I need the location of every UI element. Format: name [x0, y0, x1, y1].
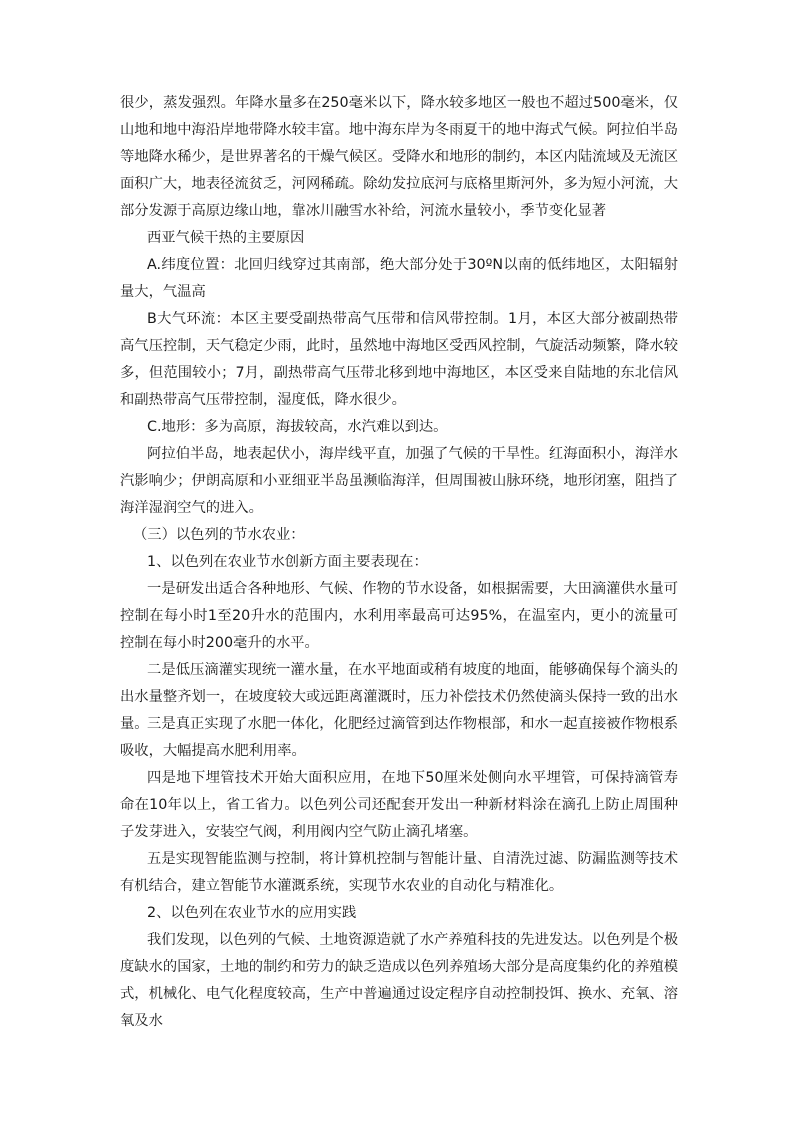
heading-israel-water-saving: （三）以色列的节水农业： — [133, 527, 305, 543]
heading-innovation: 1、以色列在农业节水创新方面主要表现在： — [147, 554, 428, 570]
heading-application: 2、以色列在农业节水的应用实践 — [147, 905, 357, 921]
paragraph-aquaculture: 我们发现，以色列的气候、土地资源造就了水产养殖科技的先进发达。以色列是个极度缺水的国家，土地的制约和劳力的缺乏造成以色列养殖场大部分是高度集约化的养殖模式，机械化、电气化程度较高，生产中普遍通过设定程序自动控制投饵、换水、充氧、溶氧及水 — [120, 932, 678, 1029]
paragraph-point-three: 三是真正实现了水肥一体化，化肥经过滴管到达作物根部，和水一起直接被作物根系吸收，大幅提高水肥利用率。 — [120, 716, 678, 759]
paragraph-climate-intro: 很少，蒸发强烈。年降水量多在250毫米以下，降水较多地区一般也不超过500毫米，仅山地和地中海沿岸地带降水较丰富。地中海东岸为冬雨夏干的地中海式气候。阿拉伯半岛等地降水稀少，是世界著名的干燥气候区。受降水和地形的制约，本区内陆流域及无流区面积广大，地表径流贫乏，河网稀疏。除幼发拉底河与底格里斯河外，多为短小河流，大部分发源于高原边缘山地，靠冰川融雪水补给，河流水量较小，季节变化显著 — [120, 95, 678, 219]
paragraph-point-four: 四是地下埋管技术开始大面积应用，在地下50厘米处侧向水平埋管，可保持滴管寿命在10年以上，省工省力。以色列公司还配套开发出一种新材料涂在滴孔上防止周围种子发芽进入，安装空气阀，利用阀内空气防止滴孔堵塞。 — [120, 770, 678, 840]
paragraph-point-one: 一是研发出适合各种地形、气候、作物的节水设备，如根据需要，大田滴灌供水量可控制在每小时1至20升水的范围内，水利用率最高可达95%，在温室内，更小的流量可控制在每小时200毫升的水平。 — [120, 581, 678, 651]
paragraph-terrain: C.地形：多为高原，海拔较高，水汽难以到达。 — [147, 419, 448, 435]
heading-dry-hot-reasons: 西亚气候干热的主要原因 — [147, 230, 305, 246]
paragraph-point-five: 五是实现智能监测与控制，将计算机控制与智能计量、自清洗过滤、防漏监测等技术有机结合，建立智能节水灌溉系统，实现节水农业的自动化与精准化。 — [120, 851, 678, 894]
paragraph-latitude: A.纬度位置：北回归线穿过其南部，绝大部分处于30ºN以南的低纬地区，太阳辐射量大，气温高 — [120, 257, 678, 300]
paragraph-arabian-peninsula: 阿拉伯半岛，地表起伏小，海岸线平直，加强了气候的干旱性。红海面积小，海洋水汽影响少；伊朗高原和小亚细亚半岛虽濒临海洋，但周围被山脉环绕，地形闭塞，阻挡了海洋湿润空气的进入。 — [120, 446, 678, 516]
paragraph-circulation: B大气环流：本区主要受副热带高气压带和信风带控制。1月，本区大部分被副热带高气压控制，天气稳定少雨，此时，虽然地中海地区受西风控制，气旋活动频繁，降水较多，但范围较小；7月，副热带高气压带北移到地中海地区，本区受来自陆地的东北信风和副热带高气压带控制，湿度低，降水很少。 — [120, 311, 678, 408]
paragraph-point-two: 二是低压滴灌实现统一灌水量，在水平地面或稍有坡度的地面，能够确保每个滴头的出水量整齐划一，在坡度较大或远距离灌溉时，压力补偿技术仍然使滴头保持一致的出水量。 — [120, 662, 678, 732]
